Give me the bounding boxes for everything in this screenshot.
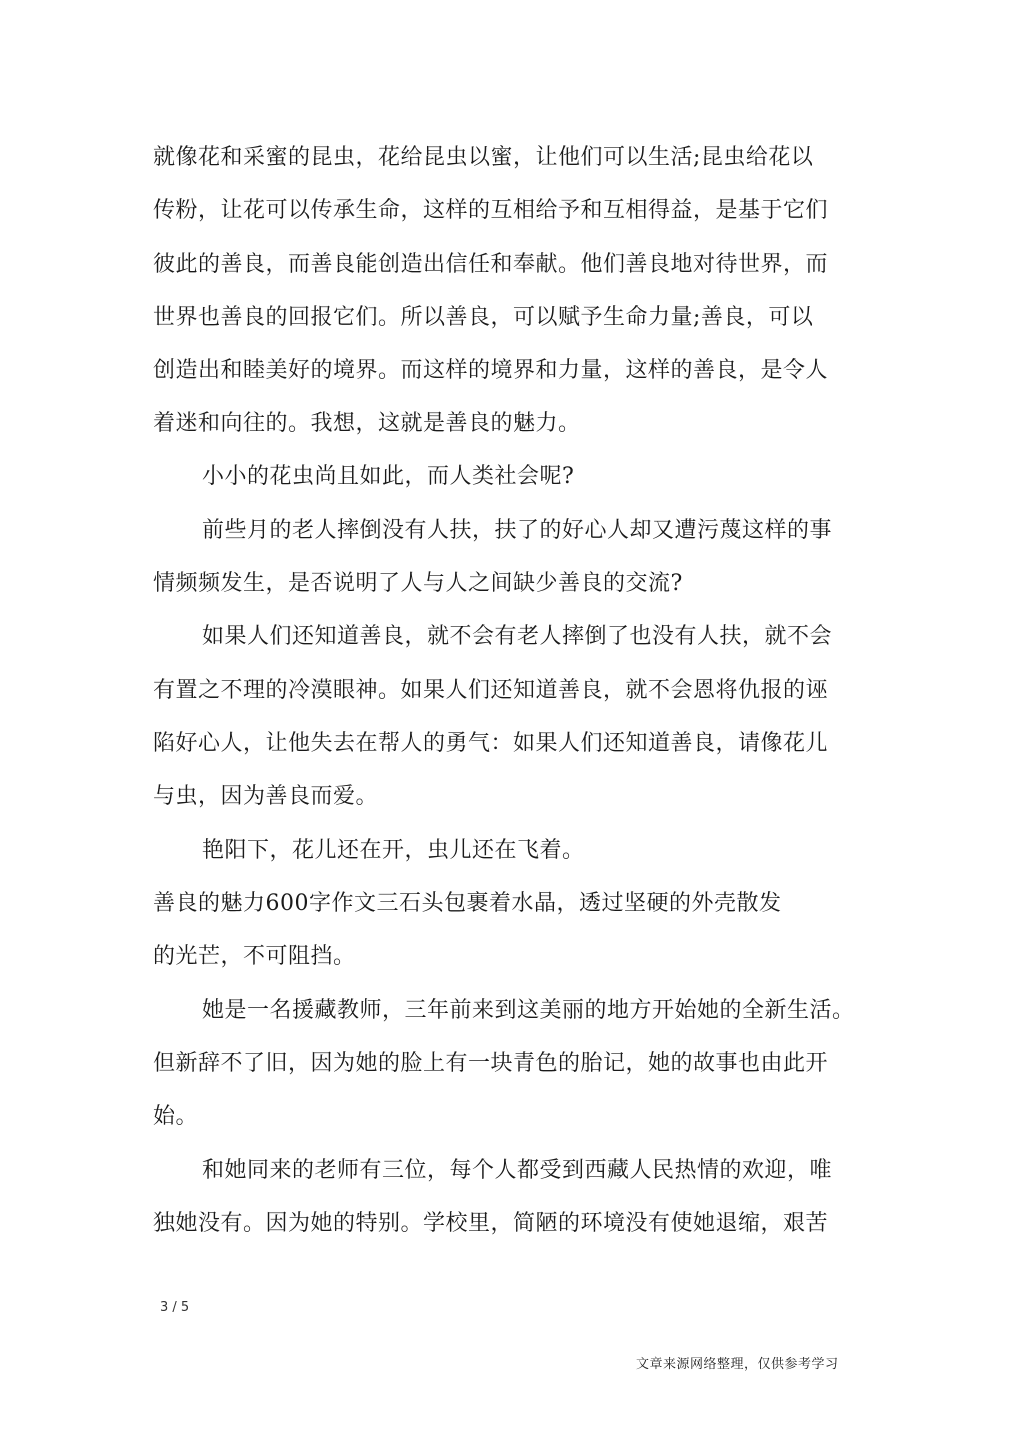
text-line: 的光芒，不可阻挡。: [153, 944, 356, 969]
text-line: 前些月的老人摔倒没有人扶，扶了的好心人却又遭污蔑这样的事: [202, 518, 833, 543]
text-line: 就像花和采蜜的昆虫，花给昆虫以蜜，让他们可以生活;昆虫给花以: [153, 145, 814, 170]
text-line: 善良的魅力600字作文三石头包裹着水晶，透过坚硬的外壳散发: [153, 891, 782, 916]
text-line: 陷好心人，让他失去在帮人的勇气：如果人们还知道善良，请像花儿: [153, 731, 829, 756]
page-number: 3 / 5: [160, 1300, 190, 1315]
text-line: 小小的花虫尚且如此，而人类社会呢?: [202, 464, 575, 489]
text-line: 独她没有。因为她的特别。学校里，简陋的环境没有使她退缩，艰苦: [153, 1211, 829, 1236]
footer-note: 文章来源网络整理，仅供参考学习: [636, 1357, 839, 1372]
text-line: 彼此的善良，而善良能创造出信任和奉献。他们善良地对待世界，而: [153, 252, 829, 277]
text-line: 如果人们还知道善良，就不会有老人摔倒了也没有人扶，就不会: [202, 624, 833, 649]
text-line: 情频频发生，是否说明了人与人之间缺少善良的交流?: [153, 571, 683, 596]
text-line: 艳阳下，花儿还在开，虫儿还在飞着。: [202, 838, 585, 863]
text-line: 创造出和睦美好的境界。而这样的境界和力量，这样的善良，是令人: [153, 358, 829, 383]
text-line: 但新辞不了旧，因为她的脸上有一块青色的胎记，她的故事也由此开: [153, 1051, 829, 1076]
text-line: 和她同来的老师有三位，每个人都受到西藏人民热情的欢迎，唯: [202, 1158, 833, 1183]
text-line: 始。: [153, 1104, 199, 1129]
text-line: 着迷和向往的。我想，这就是善良的魅力。: [153, 411, 581, 436]
text-line: 世界也善良的回报它们。所以善良，可以赋予生命力量;善良，可以: [153, 305, 814, 330]
text-line: 与虫，因为善良而爱。: [153, 784, 379, 809]
text-line: 传粉，让花可以传承生命，这样的互相给予和互相得益，是基于它们: [153, 198, 829, 223]
text-line: 她是一名援藏教师，三年前来到这美丽的地方开始她的全新生活。: [202, 998, 855, 1023]
text-line: 有置之不理的冷漠眼神。如果人们还知道善良，就不会恩将仇报的诬: [153, 678, 829, 703]
